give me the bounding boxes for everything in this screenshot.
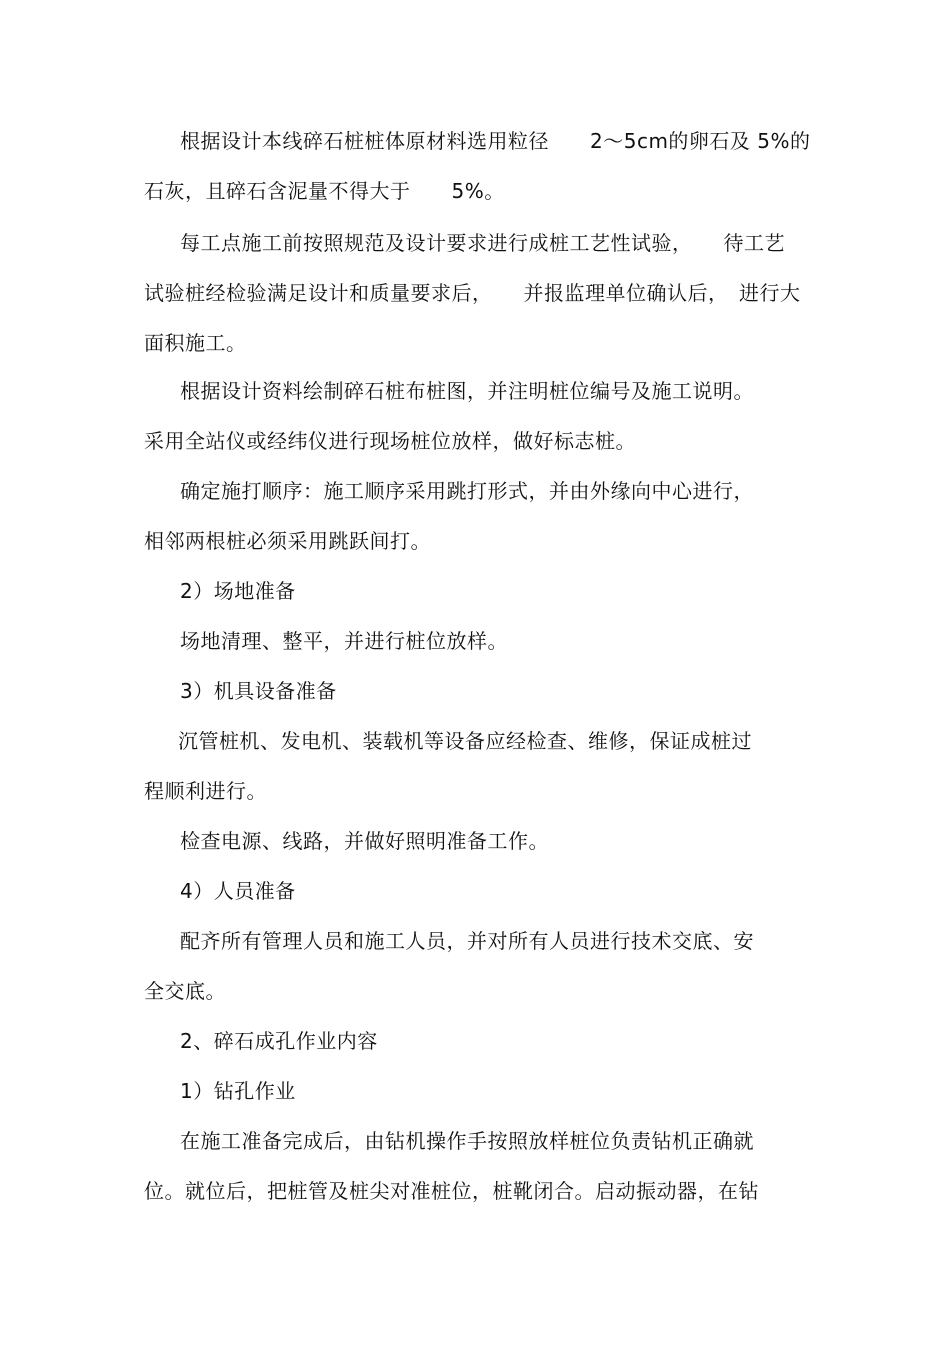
text-line: 面积施工。 <box>144 331 247 355</box>
text-line: 相邻两根桩必须采用跳跃间打。 <box>144 529 431 553</box>
text-line: 位。就位后，把桩管及桩尖对准桩位，桩靴闭合。启动振动器，在钻 <box>144 1179 759 1203</box>
text-line: 在施工准备完成后，由钻机操作手按照放样桩位负责钻机正确就 <box>180 1129 754 1153</box>
text-line: 全交底。 <box>144 979 226 1003</box>
text-line: 程顺利进行。 <box>144 779 267 803</box>
text-line: 确定施打顺序：施工顺序采用跳打形式，并由外缘向中心进行， <box>180 479 754 503</box>
text-line: 每工点施工前按照规范及设计要求进行成桩工艺性试验， 待工艺 <box>180 231 785 255</box>
text-line: 试验桩经检验满足设计和质量要求后， 并报监理单位确认后， 进行大 <box>144 281 801 305</box>
text-line: 配齐所有管理人员和施工人员，并对所有人员进行技术交底、安 <box>180 929 754 953</box>
section-heading: 2、碎石成孔作业内容 <box>180 1029 378 1053</box>
text-line: 根据设计本线碎石桩桩体原材料选用粒径 2～5cm的卵石及 5%的 <box>180 129 811 153</box>
section-heading: 4）人员准备 <box>180 879 296 903</box>
section-heading: 3）机具设备准备 <box>180 679 337 703</box>
text-line: 根据设计资料绘制碎石桩布桩图，并注明桩位编号及施工说明。 <box>180 379 754 403</box>
section-heading: 1）钻孔作业 <box>180 1079 296 1103</box>
section-heading: 2）场地准备 <box>180 579 296 603</box>
text-line: 检查电源、线路，并做好照明准备工作。 <box>180 829 549 853</box>
text-line: 采用全站仪或经纬仪进行现场桩位放样，做好标志桩。 <box>144 429 636 453</box>
text-line: 场地清理、整平，并进行桩位放样。 <box>180 629 508 653</box>
text-line: 沉管桩机、发电机、装载机等设备应经检查、维修，保证成桩过 <box>178 729 752 753</box>
text-line: 石灰，且碎石含泥量不得大于 5%。 <box>144 179 505 203</box>
